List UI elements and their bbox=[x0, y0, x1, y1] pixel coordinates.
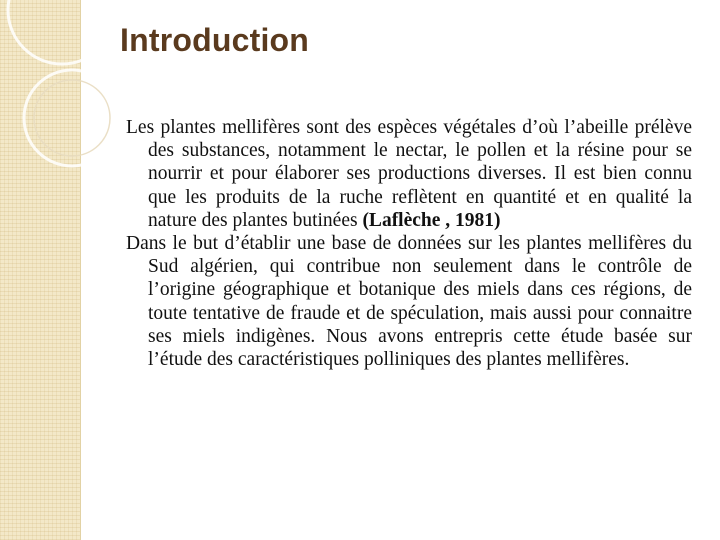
paragraph-objective-text: Dans le but d’établir une base de données sur les plantes mellifères du Sud algérien, qui contribue non seulement dans le contrôle de l’origine géographique et botanique des miels dans ces régions, de toute tentative de fraude et de spéculation, mais aussi pour connaitre ses miels indigènes. Nous avons entrepris cette étude basée sur l’étude des caractéristiques polliniques des plantes mellifères. bbox=[126, 233, 692, 371]
slide-body bbox=[126, 116, 692, 371]
citation: (Laflèche , 1981) bbox=[362, 209, 501, 231]
paragraph-intro-text: Les plantes mellifères sont des espèces végétales d’où l’abeille prélève des substances, notamment le nectar, le pollen et la résine pour se nourrir et pour élaborer ses productions diverses. Il est bien connu que les produits de la ruche reflètent en quantité et en qualité la nature des plantes butinées bbox=[126, 117, 692, 231]
decorative-side-band bbox=[0, 0, 81, 540]
paragraph-intro bbox=[126, 116, 692, 232]
paragraph-objective bbox=[126, 232, 692, 371]
slide-title: Introduction bbox=[120, 22, 310, 58]
